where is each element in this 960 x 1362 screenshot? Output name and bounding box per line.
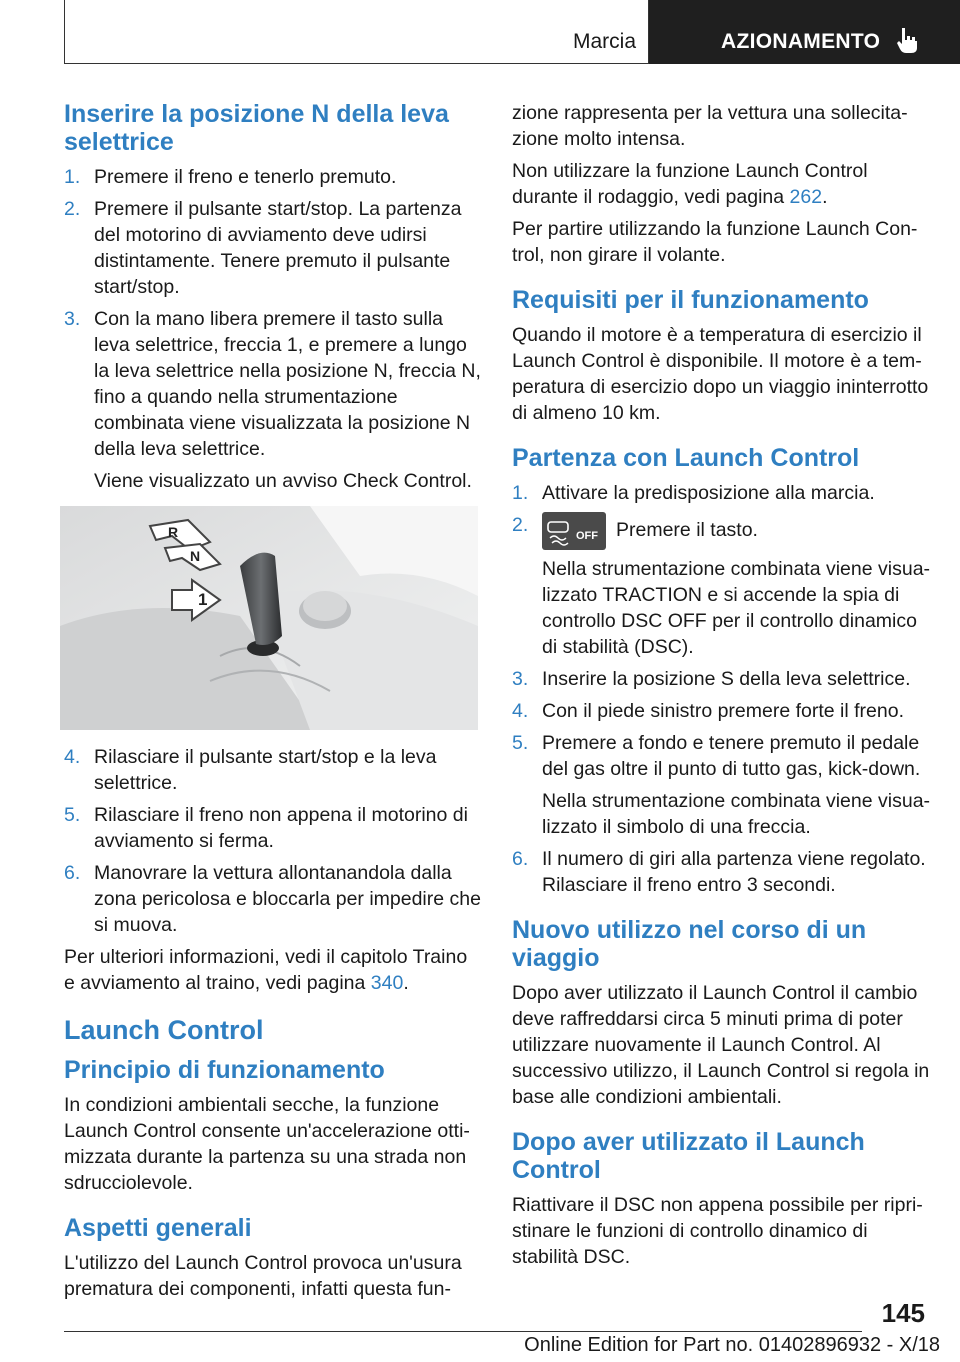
step-number: 6.: [512, 848, 529, 870]
gear-selector-figure: [60, 506, 478, 730]
page-number: 145: [881, 1298, 925, 1328]
page-link-262[interactable]: 262: [789, 186, 823, 208]
step-number: 4.: [512, 700, 529, 722]
rodaggio-text: Non utilizzare la funzione Launch Control durante il rodaggio, vedi pagina: [512, 160, 868, 208]
step-number: 5.: [512, 732, 529, 754]
step-text: Premere il freno e tenerlo premuto.: [94, 166, 397, 188]
step-text: Attivare la predisposizione alla marcia.: [542, 482, 875, 504]
list-item: [64, 196, 482, 300]
list-item: [512, 730, 932, 840]
step-text: Con il piede sinistro premere forte il freno.: [542, 700, 904, 722]
steps-release-list: [64, 744, 482, 938]
header-section-title: Marcia: [572, 30, 636, 53]
heading-new-use: Nuovo utilizzo nel corso di un viaggio: [512, 916, 867, 972]
more-info-text: Per ulteriori informazioni, vedi il capitolo Traino e avviamento al traino, vedi pagina: [64, 946, 468, 994]
step-text: Premere a fondo e tenere premuto il pedale del gas oltre il punto di tutto gas, kick-down.: [542, 732, 921, 780]
step-subnote: Nella strumentazione combinata viene visualizzato TRACTION e si accende la spia di controllo DSC OFF per il controllo dinamico di stabilità (DSC).: [542, 558, 931, 658]
step-number: 3.: [64, 308, 81, 330]
figure-label-r: R: [168, 524, 179, 540]
steps-neutral-list: [64, 164, 482, 494]
more-info-end: .: [403, 972, 409, 994]
heading-principle: Principio di funzionamento: [64, 1056, 385, 1084]
header-rule-left: [64, 0, 65, 64]
volante-paragraph: Per partire utilizzando la funzione Launch Control, non girare il volante.: [512, 218, 918, 266]
step-subnote: Viene visualizzato un avviso Check Control.: [94, 470, 472, 492]
after-use-paragraph: Riattivare il DSC non appena possibile per ripristinare le funzioni di controllo dinamico di stabilità DSC.: [512, 1194, 923, 1268]
figure-label-1: 1: [198, 590, 208, 609]
heading-after-use: Dopo aver utilizzato il Launch Control: [512, 1128, 865, 1184]
list-item: [512, 698, 932, 724]
right-column: [512, 100, 932, 1276]
step-text: Rilasciare il pulsante start/stop e la leva selettrice.: [94, 746, 437, 794]
list-item: [64, 744, 482, 796]
step-text: Premere il tasto.: [616, 519, 758, 542]
step-text: Rilasciare il freno non appena il motorino di avviamento si ferma.: [94, 804, 468, 852]
step-number: 2.: [64, 198, 81, 220]
step-number: 6.: [64, 862, 81, 884]
heading-launch-start: Partenza con Launch Control: [512, 444, 860, 472]
list-item: [64, 802, 482, 854]
dsc-off-label: OFF: [576, 530, 598, 542]
list-item: [512, 846, 932, 898]
step-text: Inserire la posizione S della leva selettrice.: [542, 668, 911, 690]
hand-pointer-icon: [895, 26, 921, 54]
principle-paragraph: In condizioni ambientali secche, la funzione Launch Control consente un'accelerazione ottimizzata durante la partenza su una strada non sdrucciolevole.: [64, 1094, 470, 1194]
step-number: 1.: [64, 166, 81, 188]
page-link-340[interactable]: 340: [370, 972, 404, 994]
step-subnote: Nella strumentazione combinata viene visualizzato il simbolo di una freccia.: [542, 790, 931, 838]
heading-neutral-position: Inserire la posizione N della leva selettrice: [64, 100, 449, 156]
step-number: 5.: [64, 804, 81, 826]
left-column: [64, 100, 482, 1308]
more-info-paragraph: [64, 944, 482, 996]
step-text: Premere il pulsante start/stop. La partenza del motorino di avviamento deve udirsi distintamente. Tenere premuto il pulsante start/stop.: [94, 198, 462, 298]
heading-launch-control: Launch Control: [64, 1015, 264, 1045]
step-text: Con la mano libera premere il tasto sulla leva selettrice, freccia 1, e premere a lungo la leva selettrice nella posizione N, freccia N, fino a quando nella strumentazione combinata viene visualizzata la posizione N della leva selettrice.: [94, 308, 481, 460]
gear-selector-illustration: [60, 506, 478, 730]
step-number: 2.: [512, 514, 529, 536]
list-item: [64, 164, 482, 190]
step-text: Manovrare la vettura allontanandola dalla zona pericolosa e bloccarla per impedire che si muova.: [94, 862, 481, 936]
rodaggio-end: .: [822, 186, 828, 208]
step-number: 1.: [512, 482, 529, 504]
heading-requirements: Requisiti per il funzionamento: [512, 286, 869, 314]
rodaggio-paragraph: [512, 158, 932, 210]
step-number: 4.: [64, 746, 81, 768]
footer-edition: Online Edition for Part no. 01402896932 - X/18: [524, 1334, 940, 1356]
header-chapter-box: [649, 0, 960, 64]
new-use-paragraph: Dopo aver utilizzato il Launch Control il cambio deve raffreddarsi circa 5 minuti prima di poter utilizzare nuovamente il Launch Control. Al successivo utilizzo, il Launch Control si regola in base alle condizioni ambientali.: [512, 982, 930, 1108]
footer-rule: [64, 1331, 862, 1332]
header-rule-bottom: [64, 63, 650, 64]
requirements-paragraph: Quando il motore è a temperatura di esercizio il Launch Control è disponibile. Il motore è a temperatura di esercizio dopo un viaggio ininterrotto di almeno 10 km.: [512, 324, 929, 424]
figure-label-n: N: [190, 548, 201, 564]
header-chapter-title: AZIONAMENTO: [721, 30, 881, 53]
list-item: [512, 666, 932, 692]
general-paragraph: L'utilizzo del Launch Control provoca un'usura prematura dei componenti, infatti questa fun-: [64, 1252, 462, 1300]
step-number: 3.: [512, 668, 529, 690]
list-item: [512, 480, 932, 506]
dsc-off-button-icon: [542, 512, 606, 550]
list-item: [64, 306, 482, 494]
heading-general: Aspetti generali: [64, 1214, 252, 1242]
step-text: Il numero di giri alla partenza viene regolato. Rilasciare il freno entro 3 secondi.: [542, 848, 926, 896]
list-item: [512, 512, 932, 660]
continuation-paragraph: zione rappresenta per la vettura una sollecitazione molto intensa.: [512, 102, 908, 150]
steps-launch-list: [512, 480, 932, 898]
list-item: [64, 860, 482, 938]
